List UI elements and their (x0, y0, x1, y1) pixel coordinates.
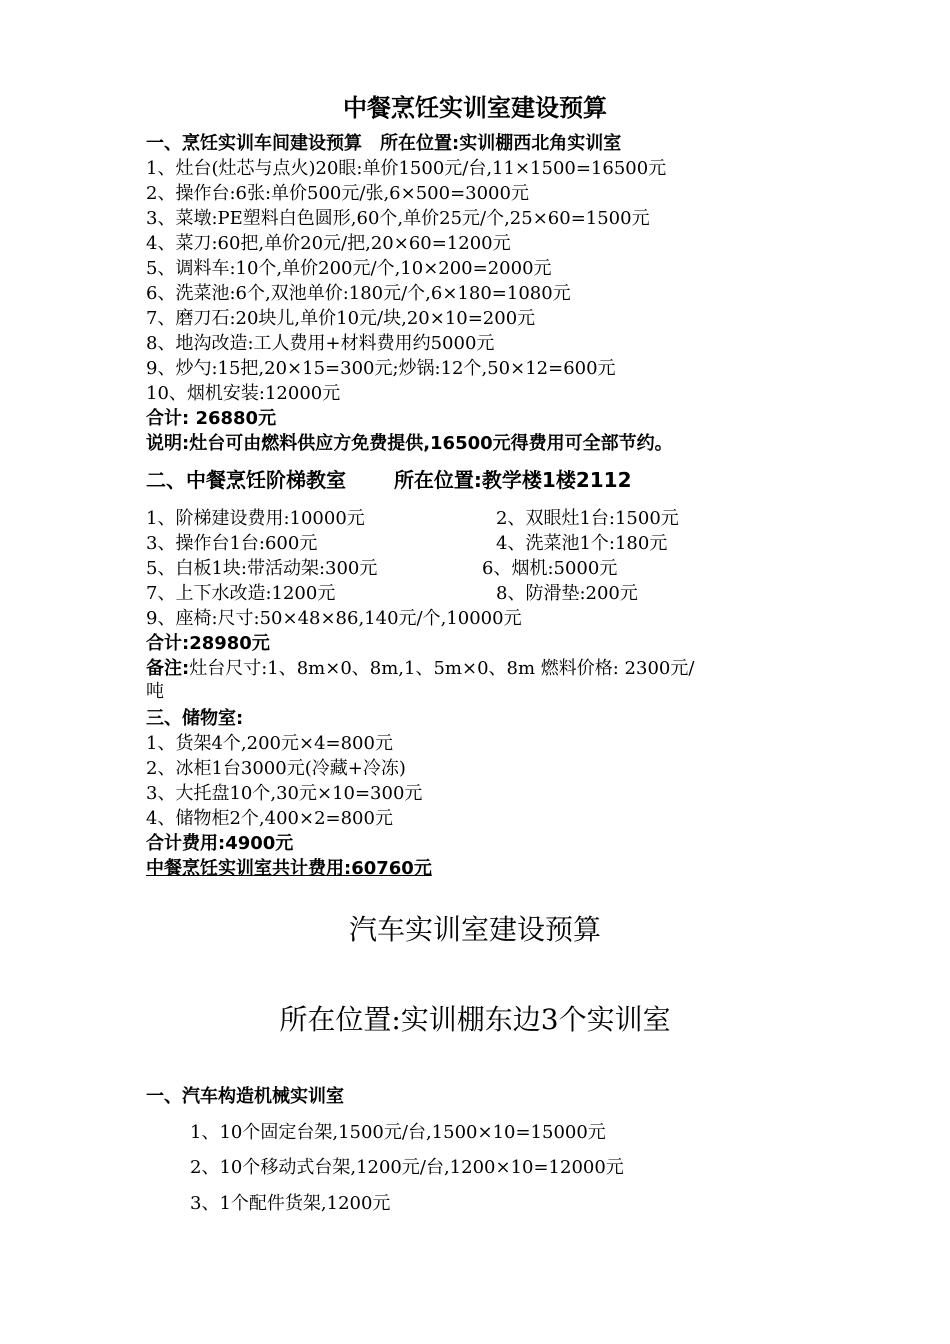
section2-item: 8、防滑垫:200元 (496, 583, 638, 604)
section2-item: 3、操作台1台:600元 (146, 533, 318, 554)
section1-item: 8、地沟改造:工人费用+材料费用约5000元 (146, 333, 495, 354)
section2-item: 6、烟机:5000元 (482, 558, 618, 579)
section1-item: 5、调料车:10个,单价200元/个,10×200=2000元 (146, 258, 552, 279)
section1-total: 合计: 26880元 (146, 408, 277, 429)
section2-note-label: 备注: (146, 658, 190, 679)
section1-heading: 一、烹饪实训车间建设预算 所在位置:实训棚西北角实训室 (146, 133, 622, 154)
section1-item: 4、菜刀:60把,单价20元/把,20×60=1200元 (146, 233, 511, 254)
section3-total: 合计费用:4900元 (146, 833, 294, 854)
grand-total: 中餐烹饪实训室共计费用:60760元 (146, 858, 432, 879)
section2-note (146, 657, 694, 681)
section3-item: 1、货架4个,200元×4=800元 (146, 733, 393, 754)
auto-section1-item: 3、1个配件货架,1200元 (190, 1193, 391, 1214)
section2-total: 合计:28980元 (146, 633, 270, 654)
section2-heading-location: 所在位置:教学楼1楼2112 (393, 468, 632, 492)
section3-heading: 三、储物室: (146, 708, 244, 729)
auto-section1-item: 1、10个固定台架,1500元/台,1500×10=15000元 (190, 1122, 606, 1143)
section1-item: 9、炒勺:15把,20×15=300元;炒锅:12个,50×12=600元 (146, 358, 616, 379)
section2-note-continued: 吨 (146, 681, 164, 702)
section2-item: 9、座椅:尺寸:50×48×86,140元/个,10000元 (146, 608, 522, 629)
section2-heading-title: 二、中餐烹饪阶梯教室 (146, 468, 346, 492)
cooking-budget-title: 中餐烹饪实训室建设预算 (343, 93, 607, 122)
section1-item: 2、操作台:6张:单价500元/张,6×500=3000元 (146, 183, 529, 204)
section2-item: 2、双眼灶1台:1500元 (496, 508, 679, 529)
auto-section1-item: 2、10个移动式台架,1200元/台,1200×10=12000元 (190, 1157, 624, 1178)
section2-item: 4、洗菜池1个:180元 (496, 533, 668, 554)
section1-item: 10、烟机安装:12000元 (146, 383, 341, 404)
auto-section1-heading: 一、汽车构造机械实训室 (146, 1086, 344, 1107)
section2-note-text: 灶台尺寸:1、8m×0、8m,1、5m×0、8m 燃料价格: 2300元/ (189, 658, 695, 679)
section1-item: 3、菜墩:PE塑料白色圆形,60个,单价25元/个,25×60=1500元 (146, 208, 650, 229)
section1-item: 7、磨刀石:20块儿,单价10元/块,20×10=200元 (146, 308, 536, 329)
auto-budget-title: 汽车实训室建设预算 (348, 913, 601, 946)
section2-item: 5、白板1块:带活动架:300元 (146, 558, 378, 579)
section3-item: 4、储物柜2个,400×2=800元 (146, 808, 393, 829)
section1-note: 说明:灶台可由燃料供应方免费提供,16500元得费用可全部节约。 (146, 433, 673, 454)
section3-item: 2、冰柜1台3000元(冷藏+冷冻) (146, 758, 406, 779)
section1-item: 1、灶台(灶芯与点火)20眼:单价1500元/台,11×1500=16500元 (146, 158, 667, 179)
auto-location-title: 所在位置:实训棚东边3个实训室 (279, 1003, 671, 1036)
section3-item: 3、大托盘10个,30元×10=300元 (146, 783, 423, 804)
section2-item: 7、上下水改造:1200元 (146, 583, 336, 604)
section1-item: 6、洗菜池:6个,双池单价:180元/个,6×180=1080元 (146, 283, 571, 304)
section2-item: 1、阶梯建设费用:10000元 (146, 508, 365, 529)
section2-heading (146, 468, 632, 492)
